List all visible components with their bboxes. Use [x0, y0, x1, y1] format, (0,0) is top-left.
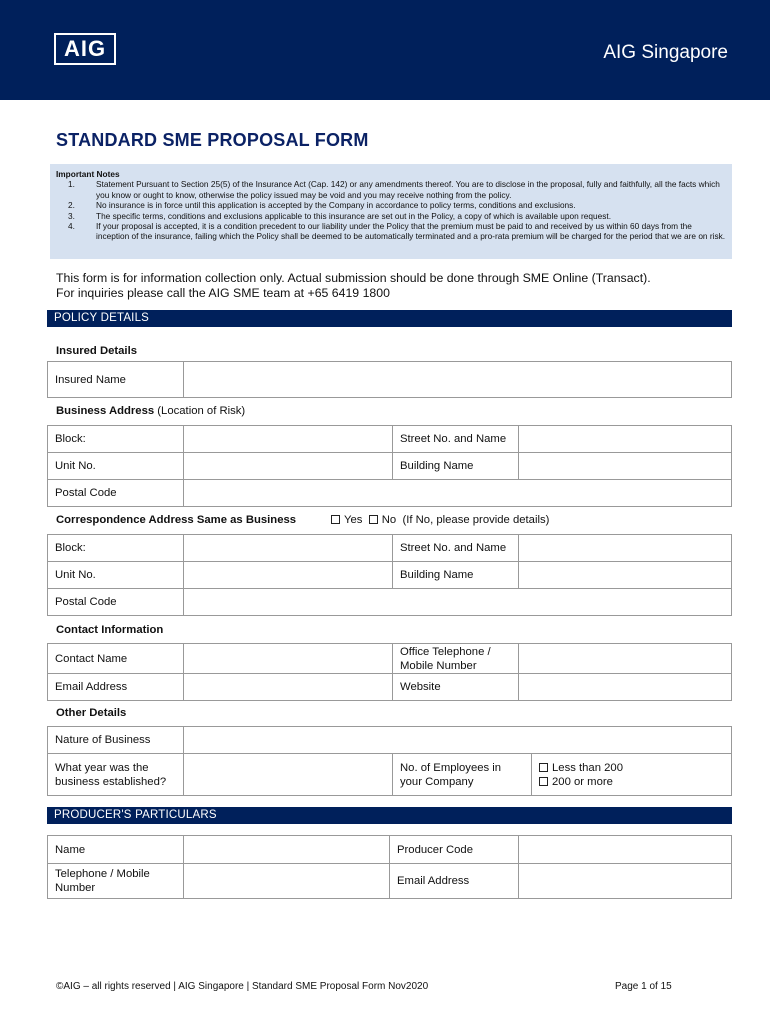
contact-name-field[interactable]: [184, 644, 393, 674]
street-field[interactable]: [519, 535, 732, 562]
producer-heading: PRODUCER'S PARTICULARS: [47, 807, 732, 824]
contact-info-table: [47, 643, 732, 701]
no-checkbox[interactable]: [369, 515, 378, 524]
unit-label: Unit No.: [48, 562, 184, 589]
business-address-table: [47, 425, 732, 507]
street-field[interactable]: [519, 426, 732, 453]
email-label: Email Address: [48, 674, 184, 701]
info-line-1: This form is for information collection only. Actual submission should be done through SME Online (Transact).: [56, 271, 651, 285]
office-tel-label: Office Telephone / Mobile Number: [393, 644, 519, 674]
producer-code-label: Producer Code: [390, 836, 519, 864]
producer-table: [47, 835, 732, 899]
building-field[interactable]: [519, 453, 732, 480]
footer-page-number: Page 1 of 15: [615, 981, 672, 992]
contact-info-label: Contact Information: [56, 624, 164, 636]
street-label: Street No. and Name: [393, 426, 519, 453]
year-established-label: What year was the business established?: [48, 754, 184, 796]
employees-options: Less than 200 200 or more: [532, 754, 732, 796]
correspondence-table: [47, 534, 732, 616]
nature-label: Nature of Business: [48, 727, 184, 754]
website-field[interactable]: [519, 674, 732, 701]
insured-name-field[interactable]: [184, 362, 732, 398]
producer-tel-label: Telephone / Mobile Number: [48, 864, 184, 899]
policy-details-heading: POLICY DETAILS: [47, 310, 732, 327]
postal-label: Postal Code: [48, 480, 184, 507]
other-details-table: [47, 726, 732, 796]
info-line-2: For inquiries please call the AIG SME team at +65 6419 1800: [56, 286, 390, 300]
note-item: 2. No insurance is in force until this application is accepted by the Company in accordance to policy terms, conditions and exclusions.: [68, 200, 576, 211]
notes-title: Important Notes: [56, 169, 120, 179]
unit-label: Unit No.: [48, 453, 184, 480]
postal-field[interactable]: [184, 480, 732, 507]
insured-details-label: Insured Details: [56, 345, 137, 357]
email-field[interactable]: [184, 674, 393, 701]
other-details-label: Other Details: [56, 707, 127, 719]
office-tel-field[interactable]: [519, 644, 732, 674]
unit-field[interactable]: [184, 453, 393, 480]
producer-tel-field[interactable]: [184, 864, 390, 899]
producer-email-field[interactable]: [519, 864, 732, 899]
unit-field[interactable]: [184, 562, 393, 589]
insured-details-table: [47, 361, 732, 398]
postal-field[interactable]: [184, 589, 732, 616]
insured-name-label: Insured Name: [48, 362, 184, 398]
200-or-more-checkbox[interactable]: [539, 777, 548, 786]
producer-name-label: Name: [48, 836, 184, 864]
if-no-note: (If No, please provide details): [402, 514, 550, 526]
note-item: 3. The specific terms, conditions and exclusions applicable to this insurance are set out in the Policy, a copy of which is available upon request.: [68, 210, 611, 221]
aig-logo: AIG: [54, 33, 116, 65]
block-label: Block:: [48, 426, 184, 453]
important-notes: [50, 164, 732, 259]
building-label: Building Name: [393, 453, 519, 480]
street-label: Street No. and Name: [393, 535, 519, 562]
website-label: Website: [393, 674, 519, 701]
building-label: Building Name: [393, 562, 519, 589]
contact-name-label: Contact Name: [48, 644, 184, 674]
building-field[interactable]: [519, 562, 732, 589]
nature-field[interactable]: [184, 727, 732, 754]
producer-name-field[interactable]: [184, 836, 390, 864]
year-established-field[interactable]: [184, 754, 393, 796]
info-text: [56, 271, 651, 301]
employees-label: No. of Employees in your Company: [393, 754, 532, 796]
block-field[interactable]: [184, 535, 393, 562]
yes-checkbox[interactable]: [331, 515, 340, 524]
correspondence-options: Yes No (If No, please provide details): [331, 514, 549, 526]
header-title: AIG Singapore: [603, 42, 728, 63]
form-title: STANDARD SME PROPOSAL FORM: [56, 130, 369, 150]
page-header: [0, 0, 770, 100]
note-item: 1. Statement Pursuant to Section 25(5) of the Insurance Act (Cap. 142) or any amendments thereof. You are to disclose in the proposal, fully and faithfully, all the facts which you know or ought to know, otherwise the policy issued may be void and you may receive nothing from the policy.: [68, 179, 720, 200]
footer-copyright: ©AIG – all rights reserved | AIG Singapore | Standard SME Proposal Form Nov2020: [56, 981, 429, 992]
note-item: 4. If your proposal is accepted, it is a condition precedent to our liability under the Policy that the premium must be paid to and received by us within 60 days from the inception of the insurance, failing which the Policy shall be deemed to be automatically terminated and a pro-rata premium will be charged for the period that we are on risk.: [68, 221, 726, 242]
correspondence-label: Correspondence Address Same as Business: [56, 514, 297, 526]
producer-code-field[interactable]: [519, 836, 732, 864]
postal-label: Postal Code: [48, 589, 184, 616]
business-address-label: Business Address (Location of Risk): [56, 405, 246, 417]
block-field[interactable]: [184, 426, 393, 453]
producer-email-label: Email Address: [390, 864, 519, 899]
block-label: Block:: [48, 535, 184, 562]
less-than-200-checkbox[interactable]: [539, 763, 548, 772]
